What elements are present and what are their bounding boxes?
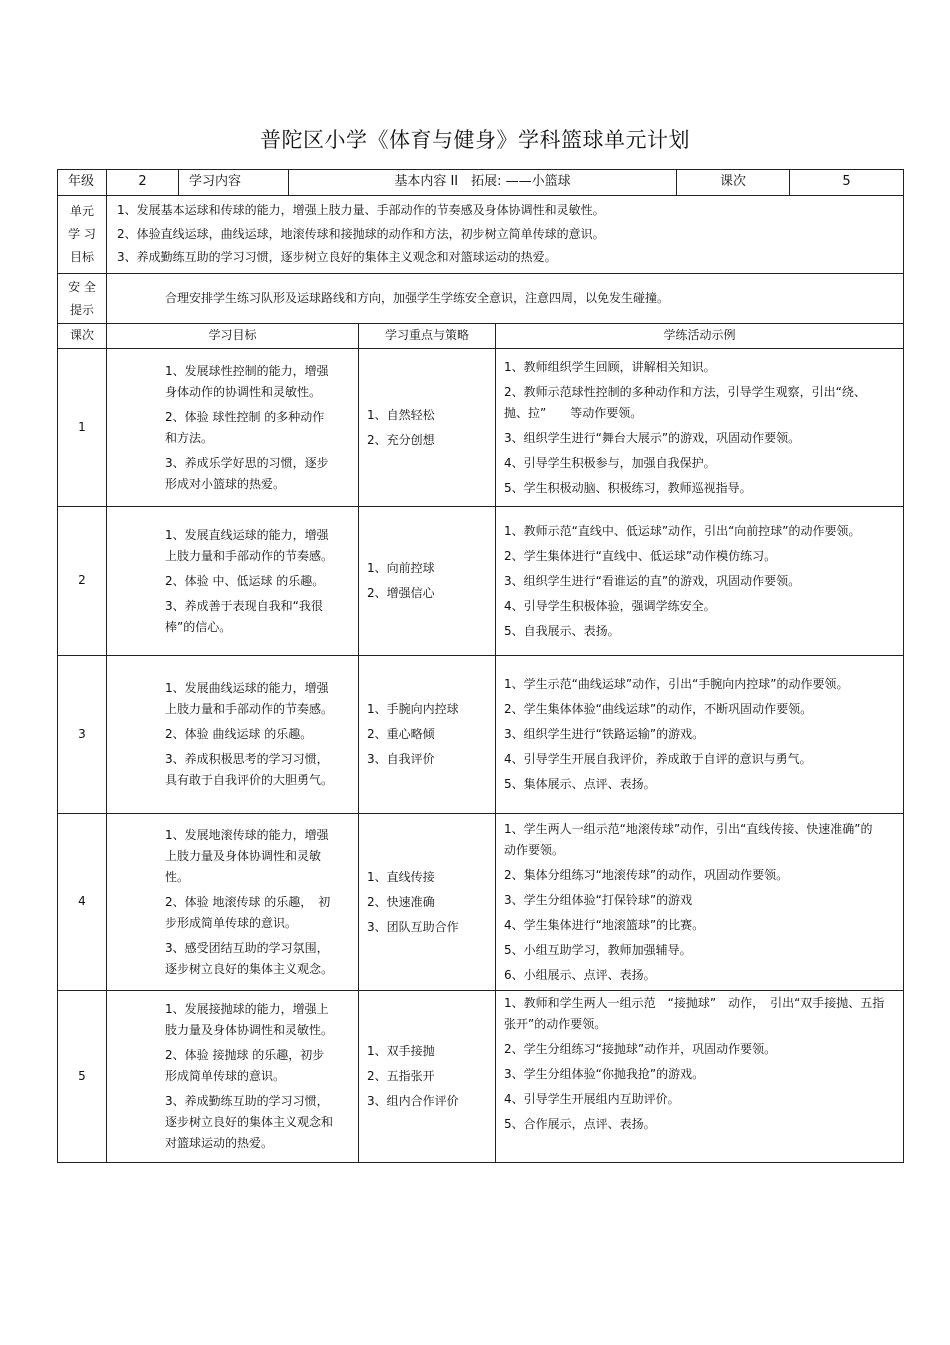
lesson-objectives (107, 656, 359, 814)
unit-goal-item: 3、养成勤练互助的学习习惯，逐步树立良好的集体主义观念和对篮球运动的热爱。 (117, 250, 557, 265)
lesson-activities (496, 349, 904, 507)
lesson-row (58, 814, 904, 991)
objective-item: 1、发展球性控制的能力，增强身体动作的协调性和灵敏性。 (165, 363, 329, 399)
activity-item: 1、教师和学生两人一组示范 “接抛球” 动作， 引出“双手接抛、五指张开”的动作要领。 (504, 996, 885, 1031)
safety-label-line: 安 全 (68, 279, 96, 294)
activity-item: 5、学生积极动脑、积极练习，教师巡视指导。 (504, 480, 752, 495)
focus-item: 3、自我评价 (367, 752, 435, 766)
lesson-focus (359, 814, 496, 991)
grade-label: 年级 (58, 170, 107, 196)
activity-item: 4、引导学生开展自我评价，养成敢于自评的意识与勇气。 (504, 752, 812, 766)
activity-item: 2、学生集体进行“直线中、低运球”动作模仿练习。 (504, 548, 777, 563)
objective-item: 3、养成乐学好思的习惯，逐步形成对小篮球的热爱。 (165, 455, 329, 491)
lesson-objectives (107, 349, 359, 507)
activity-item: 1、教师示范“直线中、低运球”动作，引出“向前控球”的动作要领。 (504, 523, 861, 538)
activity-item: 2、学生集体体验“曲线运球”的动作，不断巩固动作要领。 (504, 702, 813, 716)
activity-item: 1、学生两人一组示范“地滚传球”动作，引出“直线传接、快速准确”的动作要领。 (504, 821, 873, 857)
activity-item: 3、组织学生进行“铁路运输”的游戏。 (504, 727, 705, 741)
col-lesson-header: 课次 (58, 324, 107, 349)
lessons-value: 5 (790, 170, 904, 196)
activity-item: 1、教师组织学生回顾，讲解相关知识。 (504, 359, 716, 374)
page-title: 普陀区小学《体育与健身》学科篮球单元计划 (260, 128, 690, 152)
activity-item: 6、小组展示、点评、表扬。 (504, 967, 656, 982)
activity-item: 2、集体分组练习“地滚传球”的动作，巩固动作要领。 (504, 867, 789, 882)
activity-item: 4、引导学生积极体验，强调学练安全。 (504, 598, 716, 613)
focus-item: 1、手腕向内控球 (367, 702, 459, 716)
lesson-objectives (107, 814, 359, 991)
activity-item: 2、教师示范球性控制的多种动作和方法，引导学生观察，引出“绕、抛、拉” 等动作要领。 (504, 384, 866, 420)
focus-item: 2、重心略倾 (367, 727, 435, 741)
lesson-focus (359, 507, 496, 656)
activity-item: 4、引导学生开展组内互助评价。 (504, 1092, 680, 1106)
objective-item: 3、养成勤练互助的学习习惯，逐步树立良好的集体主义观念和对篮球运动的热爱。 (165, 1094, 334, 1150)
focus-item: 3、团队互助合作 (367, 919, 459, 934)
activity-item: 4、学生集体进行“地滚篮球”的比赛。 (504, 917, 705, 932)
activity-item: 3、组织学生进行“舞台大展示”的游戏，巩固动作要领。 (504, 430, 801, 445)
activity-item: 2、学生分组练习“接抛球”动作并，巩固动作要领。 (504, 1042, 777, 1056)
objective-item: 3、养成积极思考的学习习惯，具有敢于自我评价的大胆勇气。 (165, 752, 334, 787)
content-value: 基本内容 II 拓展: ——小篮球 (289, 170, 677, 196)
lesson-focus (359, 349, 496, 507)
focus-item: 1、自然轻松 (367, 407, 435, 422)
objective-item: 1、发展接抛球的能力，增强上肢力量及身体协调性和灵敏性。 (165, 1002, 334, 1037)
objective-item: 2、体验 接抛球 的乐趣，初步形成简单传球的意识。 (165, 1048, 325, 1083)
lesson-activities (496, 991, 904, 1163)
lesson-focus (359, 656, 496, 814)
grade-value: 2 (107, 170, 179, 196)
lesson-row (58, 991, 904, 1163)
objective-item: 2、体验 地滚传球 的乐趣， 初步形成简单传球的意识。 (165, 894, 331, 930)
lessons-label: 课次 (677, 170, 790, 196)
objective-item: 1、发展直线运球的能力，增强上肢力量和手部动作的节奏感。 (165, 527, 334, 563)
objective-item: 1、发展曲线运球的能力，增强上肢力量和手部动作的节奏感。 (165, 681, 334, 716)
header-table (57, 169, 904, 196)
focus-item: 3、组内合作评价 (367, 1094, 459, 1108)
goals-table (57, 195, 904, 324)
lesson-number: 2 (58, 507, 107, 656)
safety-text: 合理安排学生练习队形及运球路线和方向，加强学生学练安全意识，注意四周，以免发生碰撞。 (107, 274, 904, 324)
unit-goals-label (58, 196, 107, 274)
content-label: 学习内容 (179, 170, 289, 196)
lesson-objectives (107, 507, 359, 656)
lesson-number: 1 (58, 349, 107, 507)
objective-item: 2、体验 球性控制 的多种动作和方法。 (165, 409, 325, 445)
lesson-focus (359, 991, 496, 1163)
lesson-row (58, 349, 904, 507)
lesson-activities (496, 814, 904, 991)
focus-item: 1、双手接抛 (367, 1044, 435, 1058)
unit-goal-item: 2、体验直线运球，曲线运球，地滚传球和接抛球的动作和方法，初步树立简单传球的意识。 (117, 226, 605, 241)
focus-item: 1、直线传接 (367, 869, 435, 884)
lesson-row (58, 507, 904, 656)
lesson-objectives (107, 991, 359, 1163)
lesson-number: 4 (58, 814, 107, 991)
lesson-activities (496, 656, 904, 814)
focus-item: 2、增强信心 (367, 586, 435, 600)
unit-goals-label-line: 单元 (69, 204, 94, 219)
activity-item: 5、集体展示、点评、表扬。 (504, 777, 656, 791)
activity-item: 3、组织学生进行“看谁运的直”的游戏，巩固动作要领。 (504, 573, 801, 588)
unit-goals-content (107, 196, 904, 274)
activity-item: 5、小组互助学习，教师加强辅导。 (504, 942, 692, 957)
focus-item: 2、充分创想 (367, 432, 435, 447)
safety-label (58, 274, 107, 324)
unit-plan-table (57, 169, 903, 1163)
activity-item: 3、学生分组体验“打保铃球”的游戏 (504, 892, 693, 907)
objective-item: 1、发展地滚传球的能力，增强上肢力量及身体协调性和灵敏性。 (165, 827, 329, 884)
objective-item: 3、感受团结互助的学习氛围，逐步树立良好的集体主义观念。 (165, 940, 334, 976)
col-activities-header: 学练活动示例 (496, 324, 904, 349)
lesson-number: 3 (58, 656, 107, 814)
focus-item: 2、五指张开 (367, 1069, 435, 1083)
activity-item: 4、引导学生积极参与，加强自我保护。 (504, 455, 716, 470)
objective-item: 2、体验 中、低运球 的乐趣。 (165, 573, 325, 588)
safety-label-line: 提示 (69, 302, 94, 317)
unit-goals-label-line: 学 习 (68, 227, 96, 242)
activity-item: 3、学生分组体验“你抛我抢”的游戏。 (504, 1067, 705, 1081)
lessons-table (57, 323, 904, 1163)
focus-item: 2、快速准确 (367, 894, 435, 909)
unit-goal-item: 1、发展基本运球和传球的能力，增强上肢力量、手部动作的节奏感及身体协调性和灵敏性。 (117, 203, 605, 218)
lesson-activities (496, 507, 904, 656)
activity-item: 5、合作展示，点评、表扬。 (504, 1117, 656, 1131)
lesson-number: 5 (58, 991, 107, 1163)
activity-item: 1、学生示范“曲线运球”动作，引出“手腕向内控球”的动作要领。 (504, 677, 849, 691)
objective-item: 2、体验 曲线运球 的乐趣。 (165, 727, 313, 741)
col-objective-header: 学习目标 (107, 324, 359, 349)
lesson-row (58, 656, 904, 814)
col-focus-header: 学习重点与策略 (359, 324, 496, 349)
focus-item: 1、向前控球 (367, 561, 435, 575)
unit-goals-label-line: 目标 (69, 249, 94, 264)
activity-item: 5、自我展示、表扬。 (504, 623, 620, 638)
objective-item: 3、养成善于表现自我和“我很棒”的信心。 (165, 598, 323, 634)
